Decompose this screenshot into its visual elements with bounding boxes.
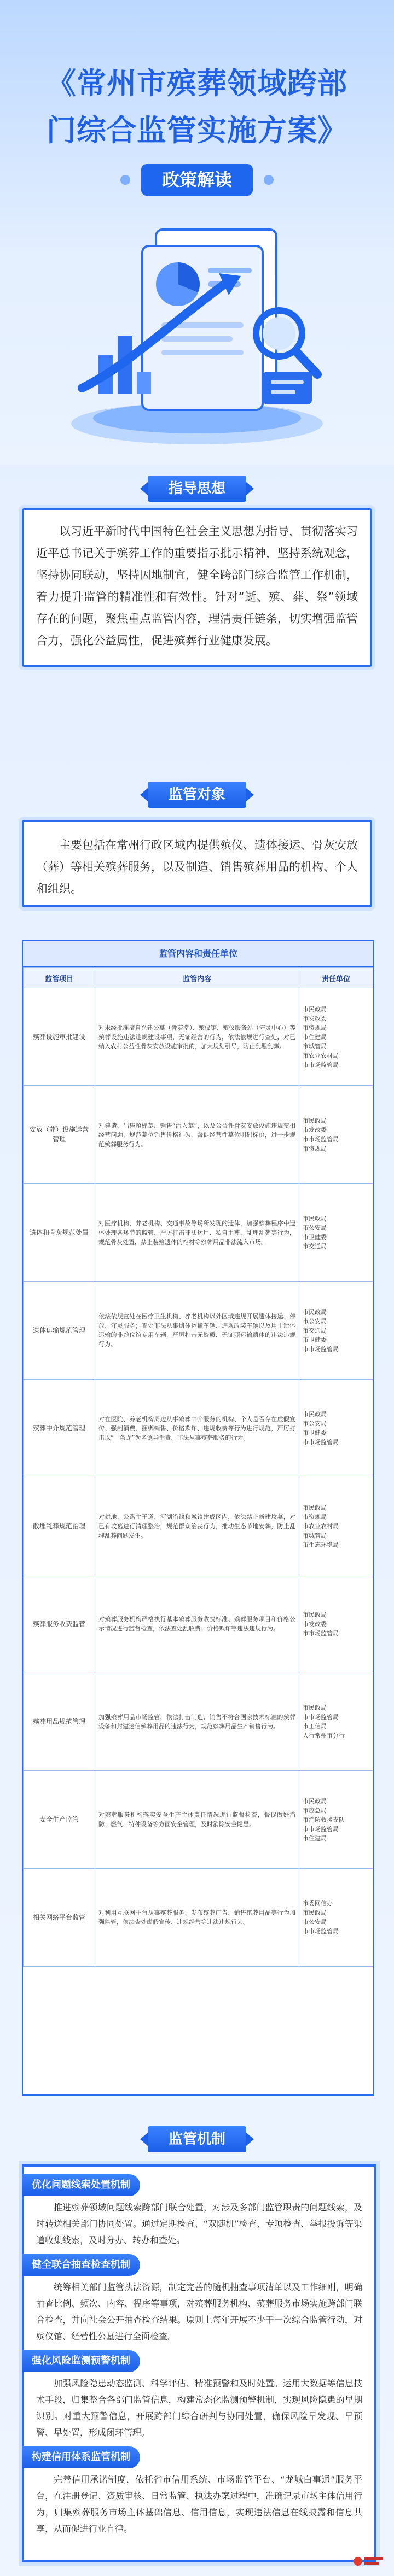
table-row <box>24 1771 373 1869</box>
table-cell-content: 对殡葬服务机构严格执行基本殡葬服务收费标准、殡葬服务项目和价格公示情况进行监督检查，依法查处乱收费、价格欺诈等违法违规行为。 <box>95 1575 299 1673</box>
mechanism-block <box>24 2350 374 2441</box>
mechanism-heading: 健全联合抽查检查机制 <box>22 2254 140 2276</box>
table-row <box>24 1869 373 1967</box>
table-cell-department: 市委网信办 市民政局 市公安局 市市场监管局 <box>299 1869 373 1967</box>
table-cell-item: 殡葬服务收费监管 <box>24 1575 95 1673</box>
table-cell-content: 对耕地、公路主干道、河湖沿线和城镇建成区内，依法禁止新建坟墓，对已有坟墓进行清理整治，规范群众治丧行为，推动生态节地安葬，防止乱埋乱葬问题发生。 <box>95 1477 299 1575</box>
table-row <box>24 988 373 1086</box>
mechanism-card <box>22 2164 376 2562</box>
table-cell-item: 相关网络平台监管 <box>24 1869 95 1967</box>
table-cell-content: 对建造、出售超标墓、销售“活人墓”，以及公益性骨灰安放设施违规变相经营问题，规范墓位销售价格行为，督促经营性墓位明码标价，进一步规范殡葬服务行为。 <box>95 1086 299 1184</box>
table-title: 监管内容和责任单位 <box>23 941 373 967</box>
table-cell-department: 市民政局 市发改委 市市场监管局 市资规局 <box>299 1086 373 1184</box>
mechanism-text: 加强风险隐患动态监测、科学评估、精准预警和及时处置。运用大数据等信息技术手段，归集整合各部门监管信息，构建常态化监测预警机制，实现风险隐患的早期识别。对重大预警信息，开展跨部门综合研判与协同处置，确保风险早发现、早预警、早处置，形成闭环管理。 <box>36 2378 362 2438</box>
table-cell-department: 市民政局 市应急局 市消防救援支队 市市场监管局 市住建局 <box>299 1771 373 1869</box>
table-cell-department: 市民政局 市发改委 市资规局 市住建局 市城管局 市农业农村局 市市场监管局 <box>299 988 373 1086</box>
table-cell-item: 遗体和骨灰规范处置 <box>24 1184 95 1282</box>
table-row <box>24 1184 373 1282</box>
policy-interpretation-badge: 政策解读 <box>141 164 253 196</box>
table-cell-department: 市民政局 市公安局 市交通局 市卫健委 市市场监管局 <box>299 1282 373 1380</box>
objects-card <box>22 820 372 907</box>
table-header: 监管项目 <box>24 968 95 988</box>
table-cell-content: 对利用互联网平台从事殡葬服务、发布殡葬广告、销售殡葬用品等行为加强监管，依法查处虚假宣传、违规经营等违法违规行为。 <box>95 1869 299 1967</box>
table-cell-item: 殡葬用品规范管理 <box>24 1673 95 1771</box>
table-cell-content: 对未经批准擅自兴建公墓（骨灰堂）、殡仪馆、殡仪服务站（守灵中心）等殡葬设施违法违规建设事项，无证经营的行为，依法依规进行查处，对已纳入农村公益性骨灰安放设施审批的，加大规划引导，防止乱埋乱葬。 <box>95 988 299 1086</box>
table-cell-content: 加强殡葬用品市场监管，依法打击制造、销售不符合国家技术标准的殡葬设备和封建迷信殡葬用品的违法行为，规范殡葬用品生产销售行为。 <box>95 1673 299 1771</box>
table-cell-item: 安放（葬）设施运营管理 <box>24 1086 95 1184</box>
table-header: 监管内容 <box>95 968 299 988</box>
table-cell-item: 殡葬设施审批建设 <box>24 988 95 1086</box>
objects-section <box>22 782 372 924</box>
mechanism-tag: 监管机制 <box>148 2126 246 2152</box>
table-cell-content: 对殡葬服务机构落实安全生产主体责任情况进行监督检查，督促做好消防、燃气、特种设备等方面安全管理，及时消除安全隐患。 <box>95 1771 299 1869</box>
mechanism-heading: 强化风险监测预警机制 <box>22 2350 140 2372</box>
publisher-logo <box>352 2552 385 2571</box>
table-cell-item: 散埋乱葬规范治理 <box>24 1477 95 1575</box>
table-cell-item: 遗体运输规范管理 <box>24 1282 95 1380</box>
responsibility-table-card <box>22 940 374 2096</box>
table-row <box>24 1282 373 1380</box>
table-cell-department: 市民政局 市公安局 市卫健委 市交通局 <box>299 1184 373 1282</box>
page-title: 《常州市殡葬领域跨部门综合监管实施方案》 <box>47 66 347 148</box>
table-row <box>24 1086 373 1184</box>
mechanism-text: 推进殡葬领域问题线索跨部门联合处置，对涉及多部门监管职责的问题线索，及时转送相关部门协同处置。通过定期检查、“双随机”检查、专项检查、举报投诉等渠道收集线索，及时分办、转办和查处。 <box>36 2202 362 2245</box>
guiding-tag: 指导思想 <box>148 476 246 502</box>
objects-text: 主要包括在常州行政区域内提供殡仪、遗体接运、骨灰安放（葬）等相关殡葬服务，以及制造、销售殡葬用品的机构、个人和组织。 <box>36 838 358 895</box>
table-row <box>24 1673 373 1771</box>
mechanism-block <box>24 2254 374 2345</box>
table-cell-content: 对医疗机构、养老机构、交通事故等场所发现的遗体，加强殡葬程序中遗体处理各环节的监管，严厉打击非法运尸、私自土葬、乱埋乱葬等行为，规范骨灰处置，禁止装殓遗体的棺材等殡葬用品非法流入市场。 <box>95 1184 299 1282</box>
table-cell-item: 殡葬中介规范管理 <box>24 1380 95 1477</box>
mechanism-heading: 构建信用体系监管机制 <box>22 2446 140 2468</box>
mechanism-block <box>24 2446 374 2537</box>
table-cell-item: 安全生产监管 <box>24 1771 95 1869</box>
table-cell-department: 市民政局 市资规局 市农业农村局 市城管局 市生态环境局 <box>299 1477 373 1575</box>
guiding-card <box>22 508 372 667</box>
mechanism-heading: 优化问题线索处置机制 <box>22 2174 140 2196</box>
table-cell-department: 市民政局 市发改委 市市场监管局 <box>299 1575 373 1673</box>
table-cell-department: 市民政局 市市场监管局 市工信局 人行常州市分行 <box>299 1673 373 1771</box>
table-cell-content: 依法依规查处在医疗卫生机构、养老机构以外区域违规开展遗体接运、停放、守灵服务；查处非法从事遗体运输车辆、违规改装车辆以及用于遗体运输的非殡仪馆专用车辆，严厉打击无资质、无证照运输遗体的违法违规行为。 <box>95 1282 299 1380</box>
table-row <box>24 1575 373 1673</box>
table-header: 责任单位 <box>299 968 373 988</box>
table-row <box>24 1477 373 1575</box>
hero-banner <box>0 0 394 465</box>
document-chart-illustration <box>60 208 334 448</box>
mechanism-block <box>24 2174 374 2249</box>
mechanism-text: 完善信用承诺制度，依托省市信用系统、市场监管平台、“龙城白事通”服务平台，在注册登记、资质审核、日常监管、执法办案过程中，准确记录市场主体信用行为，归集殡葬服务市场主体基础信息、信用信息，实现违法信息在线披露和信息共享，从而促进行业自律。 <box>36 2474 362 2534</box>
table-cell-department: 市民政局 市公安局 市卫健委 市市场监管局 <box>299 1380 373 1477</box>
mechanism-text: 统筹相关部门监管执法资源，制定完善的随机抽查事项清单以及工作细则，明确抽查比例、频次、内容、程序等事项，对殡葬服务机构、殡葬服务市场实施跨部门联合检查，并向社会公开抽查检查结果。原则上每年开展不少于一次综合监管行动，对殡仪馆、经营性公墓进行全面检查。 <box>36 2282 362 2342</box>
guiding-section <box>22 476 372 672</box>
guiding-text: 以习近平新时代中国特色社会主义思想为指导，贯彻落实习近平总书记关于殡葬工作的重要指示批示精神，坚持系统观念，坚持协同联动，坚持因地制宜，健全跨部门综合监管工作机制，着力提升监管的精准性和有效性。针对“逝、殡、葬、祭”领域存在的问题，聚焦重点监管内容，理清责任链条，切实增强监管合力，强化公益属性，促进殡葬行业健康发展。 <box>36 525 358 647</box>
objects-tag: 监管对象 <box>148 782 246 808</box>
table-cell-content: 对在医院、养老机构周边从事殡葬中介服务的机构、个人是否存在虚假宣传、强制消费、捆绑销售、价格欺诈、违规收费等行为进行规范，严厉打击以“一条龙”为名诱导消费、非法从事殡葬服务的行为。 <box>95 1380 299 1477</box>
table-row <box>24 1380 373 1477</box>
responsibility-table <box>23 967 373 1967</box>
